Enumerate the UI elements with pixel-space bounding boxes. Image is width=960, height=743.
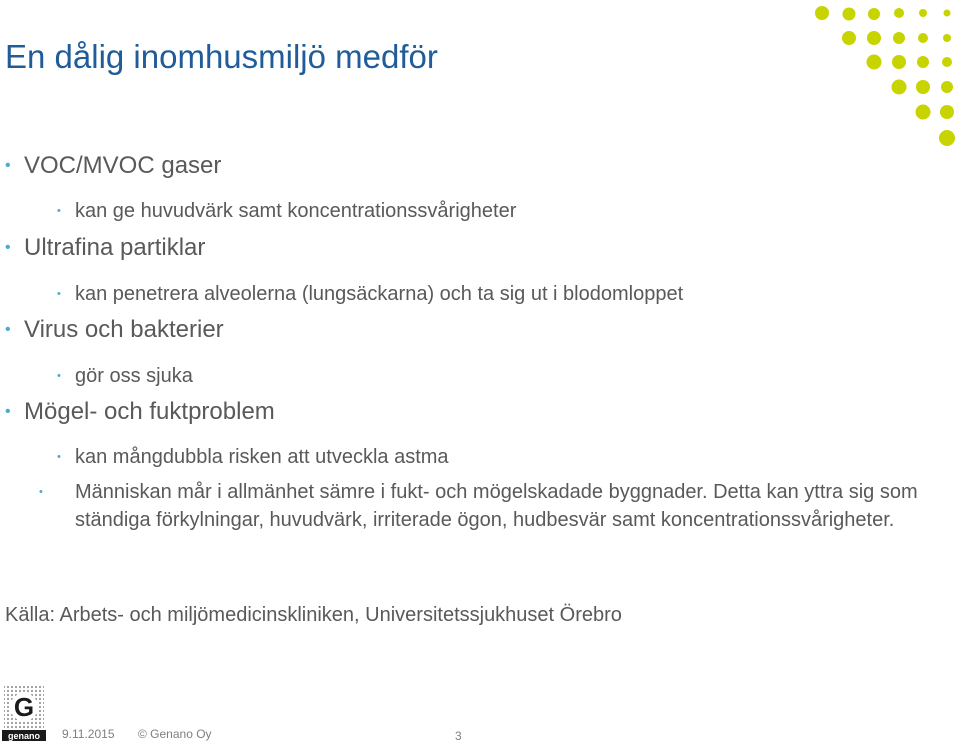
bullet-text: Mögel- och fuktproblem [24, 398, 275, 425]
bullet-text: VOC/MVOC gaser [24, 152, 222, 179]
decorative-dot-pattern [0, 0, 960, 160]
bullet-marker: • [57, 370, 61, 382]
bullet-text: Virus och bakterier [24, 316, 224, 343]
bullet-text: kan penetrera alveolerna (lungsäckarna) och ta sig ut i blodomloppet [75, 283, 684, 305]
bullet-item [5, 398, 275, 426]
bullet-item [5, 152, 221, 180]
bullet-marker: • [39, 486, 43, 498]
page-number: 3 [455, 729, 462, 743]
bullet-marker: • [5, 239, 11, 256]
sub-bullet-item [57, 283, 683, 306]
slide-title: En dålig inomhusmiljö medför [5, 38, 438, 75]
logo-letter: G [13, 692, 35, 722]
bullet-text: Ultrafina partiklar [24, 234, 206, 261]
sub-bullet-item [39, 478, 935, 534]
bullet-text: Människan mår i allmänhet sämre i fukt- och mögelskadade byggnader. Detta kan yttra sig som ständiga förkylningar, huvudvärk, irriterade ögon, hudbesvär samt koncentrationssvårigheter. [75, 481, 918, 531]
bullet-item [5, 316, 224, 344]
sub-bullet-item [57, 200, 516, 223]
bullet-text: kan mångdubbla risken att utveckla astma [75, 446, 449, 468]
sub-bullet-item [57, 365, 193, 388]
bullet-marker: • [57, 205, 61, 217]
logo-wordmark: genano [7, 731, 41, 741]
bullet-marker: • [5, 321, 11, 338]
footer-copyright: © Genano Oy [138, 727, 212, 741]
genano-logo-icon [2, 685, 46, 741]
source-citation: Källa: Arbets- och miljömedicinskliniken, Universitetssjukhuset Örebro [5, 604, 622, 626]
bullet-marker: • [5, 403, 11, 420]
bullet-marker: • [5, 157, 11, 174]
bullet-item [5, 234, 205, 262]
bullet-text: kan ge huvudvärk samt koncentrationssvårigheter [75, 200, 517, 222]
bullet-text: gör oss sjuka [75, 365, 193, 387]
bullet-marker: • [57, 451, 61, 463]
footer-date: 9.11.2015 [62, 727, 115, 741]
sub-bullet-item [57, 446, 449, 469]
bullet-marker: • [57, 288, 61, 300]
